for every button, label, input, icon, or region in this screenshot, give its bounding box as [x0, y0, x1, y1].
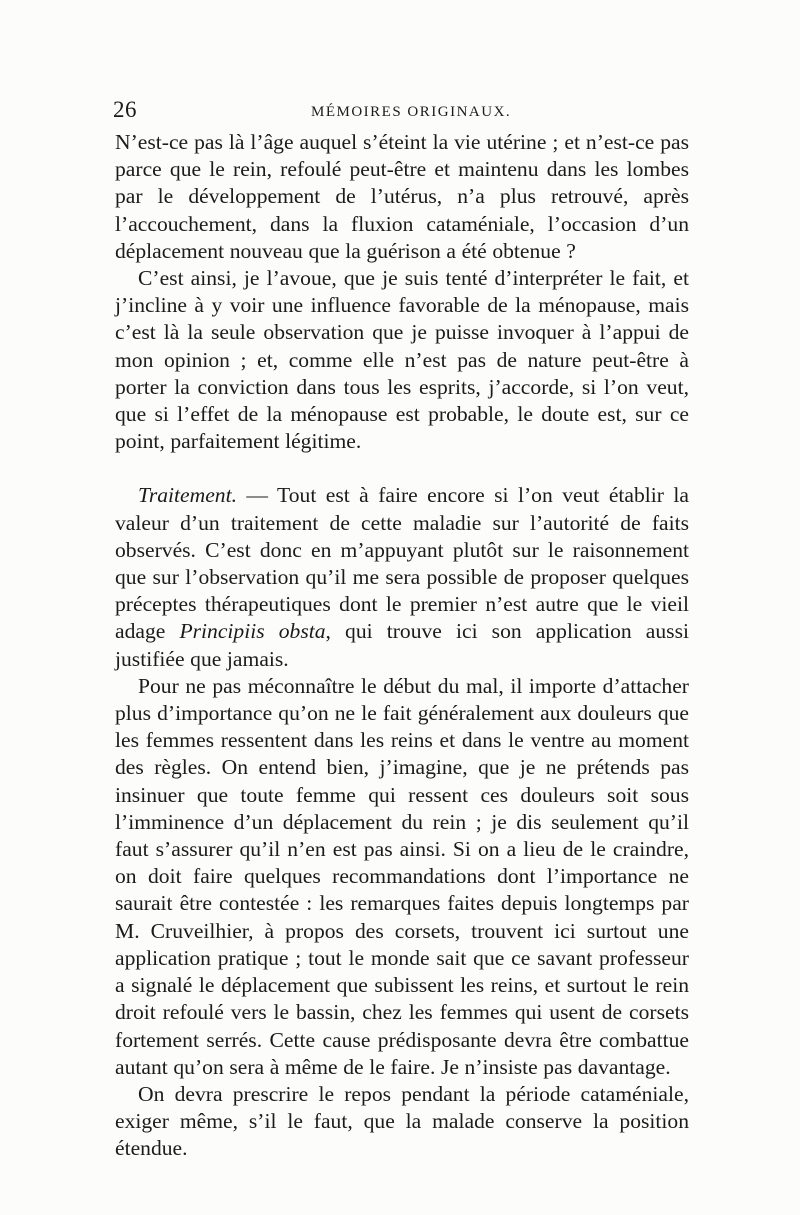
running-head: [113, 96, 691, 124]
paragraph-3-text-b: , qui trouve ici son application aussi justifiée que jamais.: [115, 619, 689, 671]
section-label: Traitement.: [138, 483, 237, 508]
paragraph-1: N’est-ce pas là l’âge auquel s’éteint la vie utérine ; et n’est-ce pas parce que le rein, refoulé peut-être et maintenu dans les lombes par le développement de l’utérus, n’a plus retrouvé, après l’accouchement, dans la fluxion cataméniale, l’occasion d’un déplacement nouveau que la guérison a été obtenue ?: [115, 130, 689, 263]
page-number: 26: [113, 97, 137, 122]
latin-adage: Principiis obsta: [179, 619, 326, 644]
paragraph-3-text-a: — Tout est à faire encore si l’on veut établir la valeur d’un traitement de cette maladie sur l’autorité de faits observés. C’est donc en m’appuyant plutôt sur le raisonnement que sur l’observation qu’il me sera possible de proposer quelques préceptes thérapeutiques dont le premier n’est autre que le vieil adage: [115, 483, 689, 644]
paragraph-treatment: [115, 482, 689, 672]
running-title: MÉMOIRES ORIGINAUX.: [311, 104, 512, 120]
body-text: [115, 129, 689, 1163]
paragraph-4: Pour ne pas méconnaître le début du mal, il importe d’attacher plus d’importance qu’on ne le fait généralement aux douleurs que les femmes ressentent dans les reins et dans le ventre au moment des règles. On entend bien, j’imagine, que je ne prétends pas insinuer que toute femme qui ressent ces douleurs soit sous l’imminence d’un déplacement du rein ; je dis seulement qu’il faut s’assurer qu’il n’en est pas ainsi. Si on a lieu de le craindre, on doit faire quelques recommandations dont l’importance ne saurait être contestée : les remarques faites depuis longtemps par M. Cruveilhier, à propos des corsets, trouvent ici surtout une application pratique ; tout le monde sait que ce savant professeur a signalé le déplacement que subissent les reins, et surtout le rein droit refoulé vers le bassin, chez les femmes qui usent de corsets fortement serrés. Cette cause prédisposante devra être combattue autant qu’on sera à même de le faire. Je n’insiste pas davantage.: [115, 673, 689, 1079]
section-spacer: [115, 455, 689, 482]
paragraph-5: On devra prescrire le repos pendant la période cataméniale, exiger même, s’il le faut, que la malade conserve la position étendue.: [115, 1081, 689, 1161]
paragraph-2: C’est ainsi, je l’avoue, que je suis tenté d’interpréter le fait, et j’incline à y voir une influence favorable de la ménopause, mais c’est là la seule observation que je puisse invoquer à l’appui de mon opinion ; et, comme elle n’est pas de nature peut-être à porter la conviction dans tous les esprits, j’accorde, si l’on veut, que si l’effet de la ménopause est probable, le doute est, sur ce point, parfaitement légitime.: [115, 266, 689, 454]
